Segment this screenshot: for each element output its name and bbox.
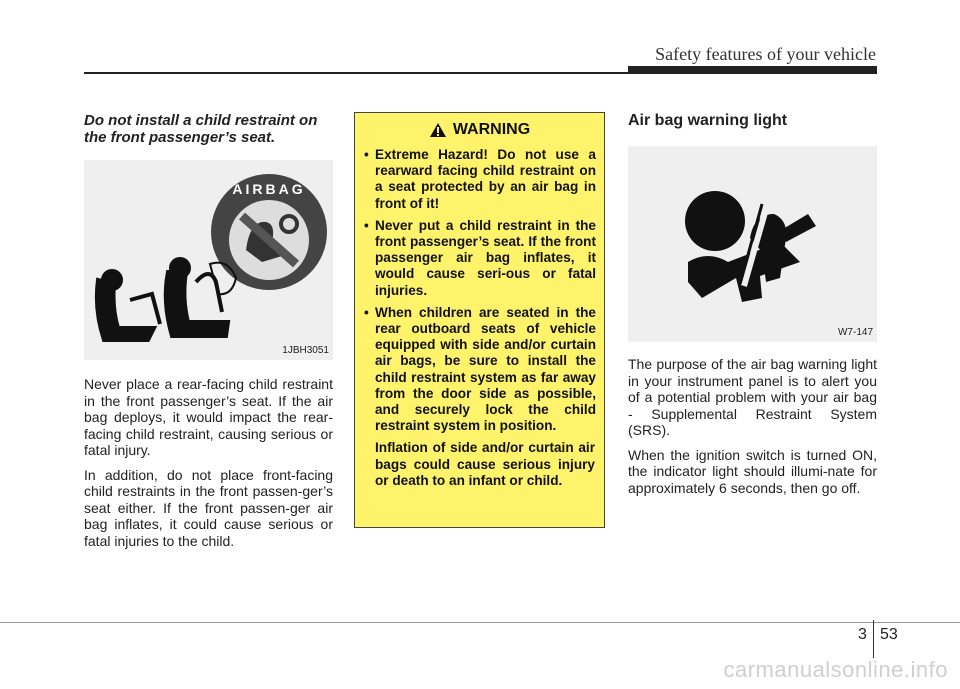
warning-item [364,147,596,212]
paragraph: In addition, do not place front-facing child restraints in the front passen-ger’s seat either. If the front passen-ger air bag inflates, it could cause serious or fatal injuries to the child. [84,466,333,549]
left-body [84,376,333,549]
figure-code: W7-147 [837,327,873,338]
airbag-prohibition-icon [211,174,327,290]
header-rule [84,72,877,74]
italic-heading: Do not install a child restraint on the front passenger’s seat. [84,112,318,146]
watermark: carmanualsonline.info [723,657,948,682]
warning-item [364,305,596,435]
airbag-warning-heading: Air bag warning light [628,112,788,129]
left-column [84,112,333,557]
footer-rule [0,622,960,623]
warning-item-text: Never put a child restraint in the front passenger’s seat. If the front passenger air bag inflates, it would cause seri-ous or fatal injuries. [375,217,596,298]
warning-item-text: Extreme Hazard! Do not use a rearward facing child restraint on a seat protected by an air bag in front of it! [375,147,596,211]
warning-box [354,112,605,528]
warning-title: WARNING [452,121,531,138]
section-title: Safety features of your vehicle [655,44,876,64]
right-body [628,356,877,496]
airbag-light-figure [628,146,877,342]
warning-item [364,218,596,299]
bullet-icon: • [364,147,369,162]
warning-list [355,147,604,434]
page-number: 53 [880,626,898,643]
footer-separator [873,620,874,658]
warning-extra-text: Inflation of side and/or curtain air bags could cause serious injury or death to an infant or child. [375,440,595,488]
figure-code: 1JBH3051 [282,345,329,356]
warning-header [355,121,604,139]
paragraph: The purpose of the air bag warning light in your instrument panel is to alert you of a potential problem with your air bag - Supplemental Restraint System (SRS). [628,356,877,438]
car-seats-drawing [97,259,236,340]
airbag-warning-light-icon [628,146,877,342]
child-seat-figure [84,160,333,360]
bullet-icon: • [364,304,369,320]
warning-triangle-icon [429,122,447,138]
warning-item-text: When children are seated in the rear outboard seats of vehicle equipped with side and/or curtain air bags, be sure to install the child restraint system as far away from the door side as possible, and securely lock the child restraint system in position. [375,304,596,434]
child-seat-illustration [84,160,333,360]
airbag-icon-text: AIRBAG [232,181,306,197]
chapter-number: 3 [858,626,867,643]
bullet-icon: • [364,217,369,233]
right-column [628,112,877,504]
paragraph: When the ignition switch is turned ON, the indicator light should illumi-nate for approximately 6 seconds, then go off. [628,446,877,496]
paragraph: Never place a rear-facing child restraint in the front passenger’s seat. If the air bag deploys, it would impact the rear-facing child restraint, causing serious or fatal injury. [84,376,333,458]
